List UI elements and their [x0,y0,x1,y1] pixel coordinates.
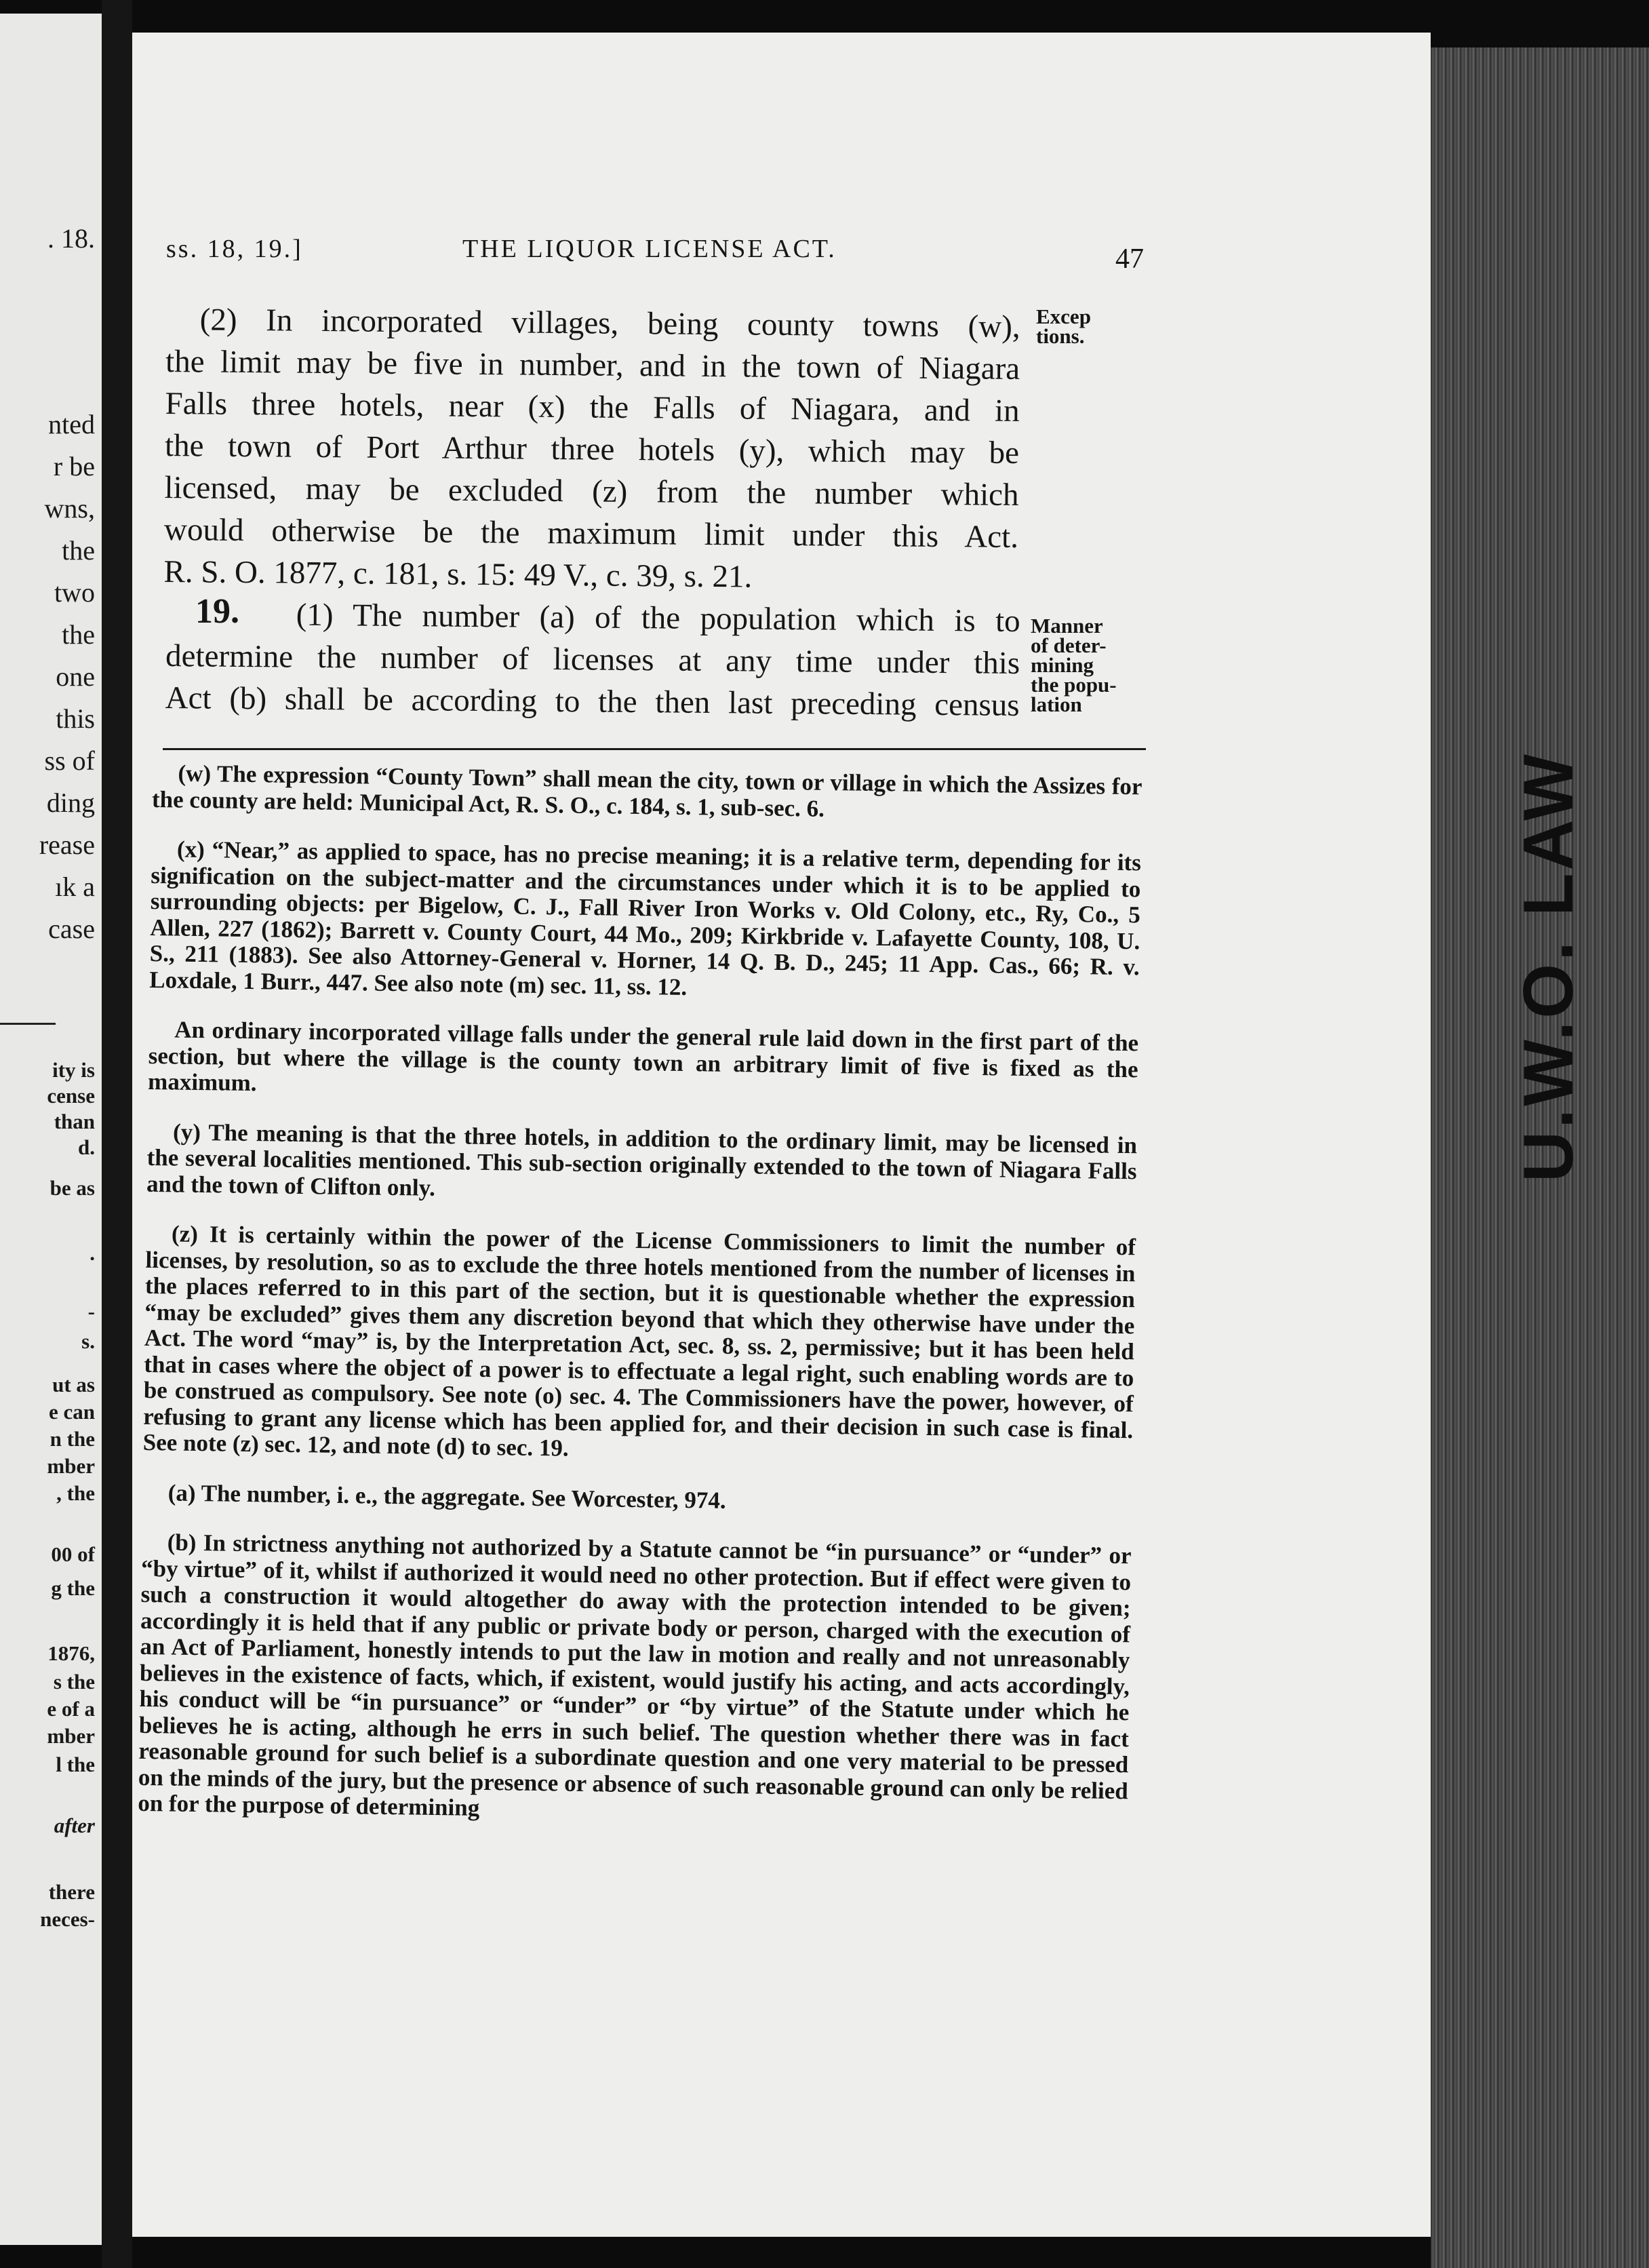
left-page-fragment: - [87,1299,95,1323]
footnote-x: (x) “Near,” as applied to space, has no precise meaning; it is a relative term, depending for its signification on the subject-matter and the circumstances under which it is to be applied to surrounding objects: per Bigelow, C. J., Fall River Iron Works v. Old Colony, etc., Ry, Co., 5 Allen, 227 (1862); Barrett v. County Court, 44 Mo., 209; Kirkbride v. Lafayette County, 108, U. S., 211 (1883). See also Attorney-General v. Horner, 14 Q. B. D., 245; 11 App. Cas., 66; R. v. Loxdale, 1 Burr., 447. See also note (m) sec. 11, ss. 12. [149,836,1142,1000]
text-line: determine the number of licenses at any time under this [165,638,1020,681]
text-line: the town of Port Arthur three hotels (y), which may be [164,427,1020,471]
left-page-fragment: ut as [52,1373,95,1396]
left-page-fragment: e can [48,1400,95,1424]
left-page-fragment: one [56,661,95,692]
left-page-fragment: the [62,619,95,650]
left-page-fragment: r be [53,451,95,482]
left-page-fragment: ss of [44,745,95,776]
text-line: (1) The number (a) of the population which is to [296,597,1020,639]
left-page-fragment: s. [81,1329,95,1353]
left-page-fragment: ık a [55,872,95,902]
left-page-fragment: d. [78,1135,95,1159]
text-line: R. S. O. 1877, c. 181, s. 15: 49 V., c. 39, s. 21. [163,553,753,595]
left-page-fragment: . 18. [47,223,95,254]
left-page-fragment: , the [56,1481,95,1505]
left-page-divider [0,1023,56,1025]
left-page-fragment: 1876, [47,1641,95,1665]
footnote-b: (b) In strictness anything not authorized by a Statute cannot be “in pursuance” or “under” or “by virtue” of it, whilst if authorized it would need no other protection. But if effect were given to such a construction it would altogether do away with the protection intended to be given; accordingly it is held that if any public or private body or person, charged with the execution of an Act of Parliament, honestly intends to put the law in motion and really and not unreasonably believes in the existence of facts, which, if existent, would justify his acting, and acts accordingly, his conduct will be “in pursuance” or “under” or “by virtue” of the Statute under which he believes he is acting, although he errs in such belief. The question whether there was in fact reasonable ground for such belief is a subordinate question and one very material to be pressed on the minds of the jury, but the presence or absence of such reasonable ground can only be relied on for the purpose of determining [138,1529,1132,1821]
left-page-fragment: cense [47,1084,95,1108]
left-page-fragment: ity is [52,1058,95,1082]
library-stamp [1498,732,1600,1200]
left-page-fragment: than [54,1110,95,1133]
left-page-fragment: 00 of [51,1542,95,1566]
left-page-fragment: case [48,914,95,944]
library-stamp-text: U.W.O. LAW [1509,751,1589,1182]
left-page-fragment: mber [47,1454,95,1478]
left-page-fragment: wns, [44,493,95,524]
text-line: (2) In incorporated villages, being county towns (w), [199,302,1020,345]
footnote-x-continued: An ordinary incorporated village falls under the general rule laid down in the first part of the section, but where the village is the county town an arbitrary limit of five is fixed as the maximum. [147,1016,1139,1097]
text-line: Act (b) shall be according to the then last preceding census [165,680,1020,723]
margin-note-line: mining [1031,653,1094,677]
left-page-fragment: s the [53,1670,95,1694]
left-page-fragment: the [62,535,95,566]
left-page [0,14,103,2245]
left-page-fragment: l the [56,1753,95,1776]
left-page-fragment: be as [49,1176,95,1200]
margin-note-line: Excep [1036,305,1091,328]
footnote-y: (y) The meaning is that the three hotels, in addition to the ordinary limit, may be licensed in the several localities mentioned. This sub-section originally extended to the town of Niagara Falls and the town of Clifton only. [146,1118,1138,1201]
text-line: Falls three hotels, near (x) the Falls of Niagara, and in [165,385,1020,429]
left-page-fragment: this [56,703,95,734]
footnote-z: (z) It is certainly within the power of the License Commissioners to limit the number of licenses, by resolution, so as to exclude the three hotels mentioned from the number of licenses in the places referred to in this part of the section, but it is questionable whether the expression “may be excluded” gives them any discretion beyond that which they otherwise have under the Act. The word “may” is, by the Interpretation Act, sec. 8, ss. 2, permissive; but it has been held that in cases where the object of a power is to effectuate a legal right, such enabling words are to be construed as compulsory. See note (o) sec. 4. The Commissioners have the power, however, of refusing to grant any license which has been applied for, and their decision in such case is final. See note (z) sec. 12, and note (d) to sec. 19. [142,1220,1136,1462]
left-page-fragment: nted [48,409,95,439]
left-page-fragment: n the [49,1427,95,1451]
page-number: 47 [1115,243,1144,275]
left-page-fragment: . [90,1241,95,1265]
left-page-fragment: after [54,1814,95,1837]
left-page-fragment: g the [51,1576,95,1600]
left-page-fragment: mber [47,1724,95,1748]
footnotes [138,751,1143,1854]
footnote-w: (w) The expression “County Town” shall mean the city, town or village in which the Assizes for the county are held: Municipal Act, R. S. O., c. 184, s. 1, sub-sec. 6. [151,760,1143,822]
section-number: 19. [195,592,239,631]
margin-note-line: of deter- [1031,633,1107,657]
running-title: THE LIQUOR LICENSE ACT. [462,235,837,263]
margin-note-line: tions. [1036,324,1085,348]
left-page-fragment: e of a [47,1697,95,1721]
text-line: licensed, may be excluded (z) from the number which [164,469,1019,513]
left-page-fragment: rease [39,829,95,860]
left-page-fragment: two [54,577,95,608]
left-page-fragment: neces- [40,1907,95,1931]
subsection-2-text [163,298,1020,600]
margin-note-exceptions [1036,307,1091,346]
margin-note-line: the popu- [1031,673,1117,697]
footnote-a: (a) The number, i. e., the aggregate. See Worcester, 974. [167,1479,726,1514]
section-19-text [165,593,1020,726]
left-page-fragment: ding [46,787,95,818]
footnote-rule [163,748,1146,750]
margin-note-manner [1031,616,1117,714]
margin-note-line: Manner [1031,614,1103,638]
text-line: the limit may be five in number, and in the town of Niagara [165,343,1020,387]
book-gutter [102,0,132,2268]
margin-note-line: lation [1031,692,1082,716]
text-line: would otherwise be the maximum limit under this Act. [163,511,1019,555]
header-sections: ss. 18, 19.] [166,235,303,263]
left-page-fragment: there [48,1880,95,1904]
